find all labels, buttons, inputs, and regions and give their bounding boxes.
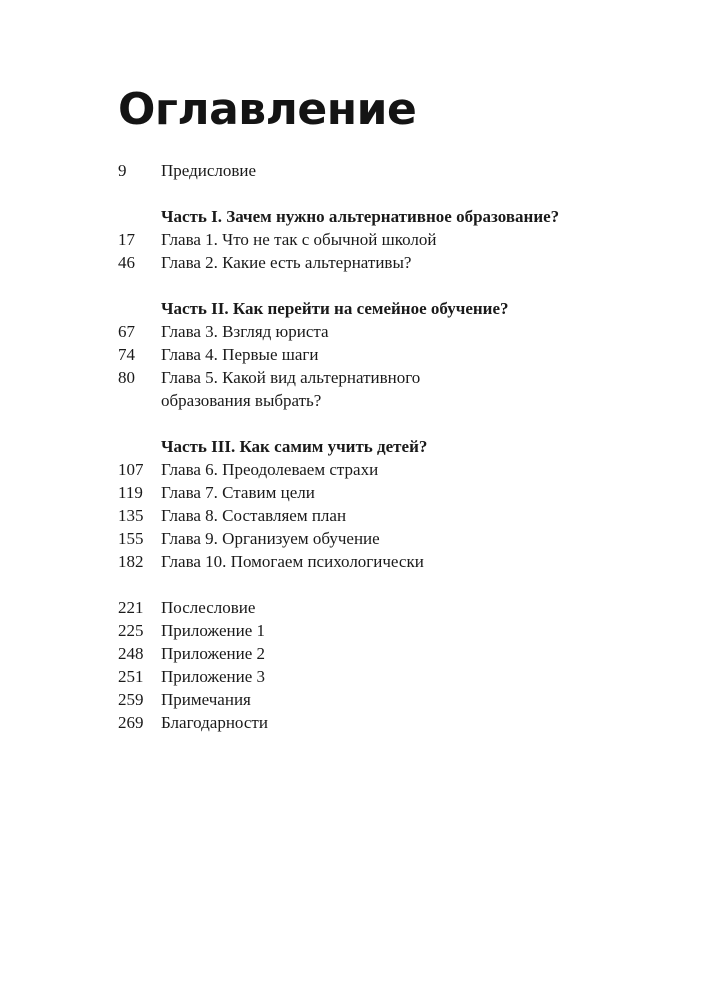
toc-page-number: 80: [118, 368, 135, 387]
toc-page-number: 74: [118, 345, 135, 364]
toc-part-title: Часть I. Зачем нужно альтернативное образование?: [161, 207, 560, 226]
toc-entry-title-line1: Глава 5. Какой вид альтернативного: [161, 368, 421, 387]
toc-part-heading: [118, 205, 678, 228]
toc-entry[interactable]: [118, 619, 678, 642]
toc-entry[interactable]: [118, 642, 678, 665]
spacer: [118, 182, 678, 205]
toc-page-number: 119: [118, 483, 143, 502]
toc-entry[interactable]: [118, 596, 678, 619]
toc-entry[interactable]: [118, 320, 678, 343]
toc-entry[interactable]: [118, 504, 678, 527]
toc-entry-title: Приложение 2: [161, 644, 265, 663]
toc-page-number: 269: [118, 713, 144, 732]
toc-part-heading: [118, 297, 678, 320]
toc-page-number: 259: [118, 690, 144, 709]
toc-entry[interactable]: [118, 159, 678, 182]
spacer: [118, 274, 678, 297]
toc-page-number: 135: [118, 506, 144, 525]
toc-entry[interactable]: [118, 688, 678, 711]
toc-page-number: 155: [118, 529, 144, 548]
toc-entry[interactable]: [118, 458, 678, 481]
toc-entry[interactable]: [118, 481, 678, 504]
toc-entry-title-line2: образования выбрать?: [161, 391, 322, 410]
toc-entry-title: Глава 4. Первые шаги: [161, 345, 319, 364]
toc-page-number: 221: [118, 598, 144, 617]
toc-entry-title: Приложение 1: [161, 621, 265, 640]
toc-entry-title: Предисловие: [161, 161, 257, 180]
toc-entry-title: Глава 9. Организуем обучение: [161, 529, 380, 548]
toc-page-number: 182: [118, 552, 144, 571]
toc-entry-title: Глава 3. Взгляд юриста: [161, 322, 329, 341]
toc-entry-title: Приложение 3: [161, 667, 265, 686]
table-of-contents: [118, 159, 678, 734]
toc-entry-title: Благодарности: [161, 713, 268, 732]
toc-entry[interactable]: [118, 711, 678, 734]
toc-entry[interactable]: [118, 527, 678, 550]
toc-page-number: 67: [118, 322, 135, 341]
toc-entry[interactable]: [118, 550, 678, 573]
spacer: [118, 573, 678, 596]
toc-entry-title: Глава 7. Ставим цели: [161, 483, 315, 502]
toc-entry-title: Примечания: [161, 690, 251, 709]
toc-entry[interactable]: [118, 366, 678, 412]
toc-page-number: 17: [118, 230, 135, 249]
toc-part-title: Часть III. Как самим учить детей?: [161, 437, 428, 456]
toc-entry[interactable]: [118, 251, 678, 274]
toc-page-number: 248: [118, 644, 144, 663]
toc-page-number: 9: [118, 161, 127, 180]
toc-entry-title: Глава 8. Составляем план: [161, 506, 347, 525]
toc-page-number: 46: [118, 253, 135, 272]
toc-part-title: Часть II. Как перейти на семейное обучение?: [161, 299, 509, 318]
toc-page-number: 225: [118, 621, 144, 640]
toc-entry-title: Глава 6. Преодолеваем страхи: [161, 460, 379, 479]
toc-page-number: 251: [118, 667, 144, 686]
toc-entry-title: [161, 366, 678, 412]
toc-entry[interactable]: [118, 665, 678, 688]
spacer: [118, 412, 678, 435]
toc-page-number: 107: [118, 460, 144, 479]
toc-part-heading: [118, 435, 678, 458]
page-title: Оглавление: [118, 84, 417, 135]
toc-entry-title: Послесловие: [161, 598, 256, 617]
toc-entry[interactable]: [118, 228, 678, 251]
toc-entry[interactable]: [118, 343, 678, 366]
toc-entry-title: Глава 1. Что не так с обычной школой: [161, 230, 437, 249]
toc-entry-title: Глава 10. Помогаем психологически: [161, 552, 424, 571]
toc-entry-title: Глава 2. Какие есть альтернативы?: [161, 253, 412, 272]
